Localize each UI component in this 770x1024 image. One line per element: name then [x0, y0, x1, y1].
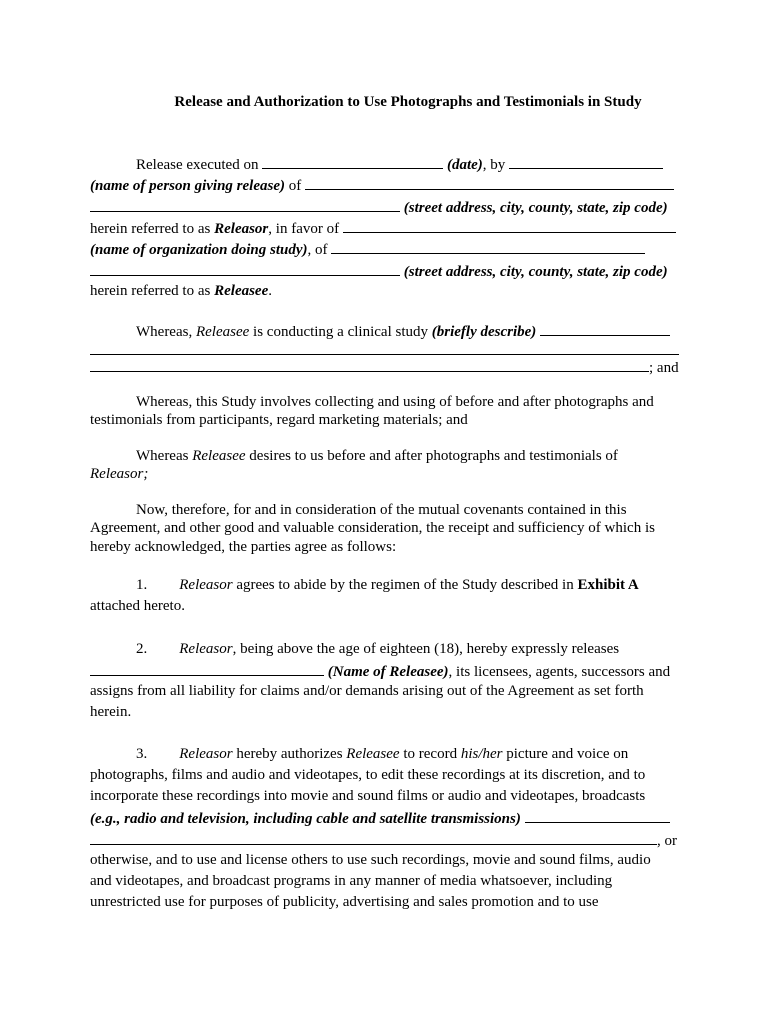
now-therefore-line-2: Agreement, and other good and valuable consideration, the receipt and sufficiency of which is: [90, 520, 655, 536]
releasee-name-blank[interactable]: [90, 661, 324, 676]
whereas-1-line-3: ; and: [90, 357, 679, 377]
study-description-blank[interactable]: [540, 321, 670, 336]
org-address-blank[interactable]: [331, 239, 645, 254]
whereas-1-line-1: Whereas, Releasee is conducting a clinical study (briefly describe): [136, 321, 670, 341]
item-2-line-1: 2. Releasor, being above the age of eighteen (18), hereby expressly releases: [136, 641, 620, 657]
item-2-line-4: herein.: [90, 704, 132, 720]
date-blank[interactable]: [262, 154, 443, 169]
item-2-line-2: (Name of Releasee), its licensees, agents, successors and: [90, 661, 670, 681]
item-2-line-3: assigns from all liability for claims and/or demands arising out of the Agreement as set forth: [90, 683, 644, 699]
item-3-line-4: (e.g., radio and television, including cable and satellite transmissions): [90, 808, 670, 828]
whereas-2-line-1: Whereas, this Study involves collecting and using of before and after photographs and: [136, 394, 654, 410]
now-therefore-line-1: Now, therefore, for and in consideration of the mutual covenants contained in this: [136, 502, 627, 518]
item-3-line-3: incorporate these recordings into movie and sound films or audio and videotapes, broadcasts: [90, 788, 646, 804]
person-address-blank-2[interactable]: [90, 197, 400, 212]
item-3-line-5: , or: [90, 830, 677, 850]
media-blank-2[interactable]: [90, 830, 657, 845]
item-3-line-8: unrestricted use for purposes of publicity, advertising and sales promotion and to use: [90, 894, 599, 910]
document-title: Release and Authorization to Use Photographs and Testimonials in Study: [174, 94, 642, 110]
organization-blank[interactable]: [343, 218, 676, 233]
item-1-line-2: attached hereto.: [90, 598, 185, 614]
item-1-line-1: 1. Releasor agrees to abide by the regimen of the Study described in Exhibit A: [136, 577, 639, 593]
now-therefore-line-3: hereby acknowledged, the parties agree as follows:: [90, 539, 397, 555]
study-description-blank-2[interactable]: [90, 340, 679, 355]
release-line-4: herein referred to as Releasor, in favor of: [90, 218, 676, 238]
item-3-line-1: 3. Releasor hereby authorizes Releasee to record his/her picture and voice on: [136, 746, 629, 762]
release-line-2: (name of person giving release) of: [90, 175, 674, 195]
whereas-3-line-2: Releasor;: [90, 466, 149, 482]
item-3-line-2: photographs, films and audio and videotapes, to edit these recordings at its discretion, and to: [90, 767, 646, 783]
release-line-7: herein referred to as Releasee.: [90, 283, 272, 299]
release-line-3: (street address, city, county, state, zip code): [90, 197, 668, 217]
whereas-2-line-2: testimonials from participants, regard marketing materials; and: [90, 412, 468, 428]
release-line-6: (street address, city, county, state, zip code): [90, 261, 668, 281]
item-3-line-6: otherwise, and to use and license others to use such recordings, movie and sound films, audio: [90, 852, 651, 868]
study-description-blank-3[interactable]: [90, 357, 649, 372]
org-address-blank-2[interactable]: [90, 261, 400, 276]
item-3-line-7: and videotapes, and broadcast programs in any manner of media whatsoever, including: [90, 873, 613, 889]
release-line-5: (name of organization doing study), of: [90, 239, 645, 259]
whereas-3-line-1: Whereas Releasee desires to us before and after photographs and testimonials of: [136, 448, 618, 464]
release-line-1: Release executed on (date), by: [136, 154, 663, 174]
person-address-blank[interactable]: [305, 175, 674, 190]
person-blank[interactable]: [509, 154, 663, 169]
media-blank[interactable]: [525, 808, 670, 823]
